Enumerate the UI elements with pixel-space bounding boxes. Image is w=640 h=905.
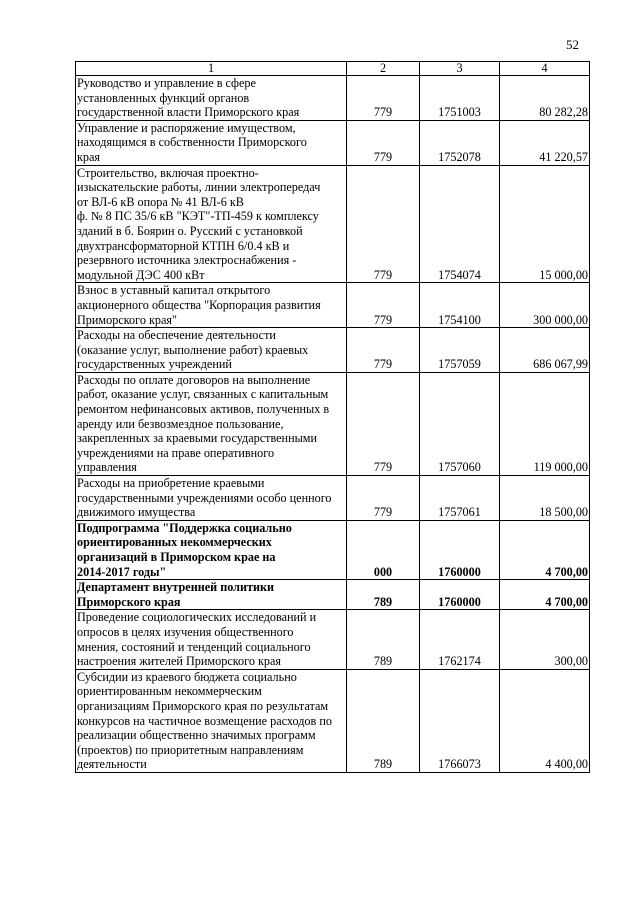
row-name: Руководство и управление в сфере установленных функций органов государственной власти Приморского края	[76, 76, 347, 121]
header-col-3: 3	[420, 62, 500, 76]
page-number: 52	[566, 37, 579, 52]
table-row	[76, 610, 590, 669]
row-code: 779	[347, 283, 420, 328]
table-row	[76, 372, 590, 475]
row-name: Расходы на приобретение краевыми государственными учреждениями особо ценного движимого имущества	[76, 476, 347, 521]
row-code: 779	[347, 476, 420, 521]
row-amount: 119 000,00	[500, 372, 590, 475]
row-code: 000	[347, 520, 420, 579]
row-code: 789	[347, 610, 420, 669]
row-target-code: 1762174	[420, 610, 500, 669]
row-target-code: 1757061	[420, 476, 500, 521]
row-name: Субсидии из краевого бюджета социально ориентированным некоммерческим организациям Приморского края по результатам конкурсов на частичное возмещение расходов по реализации общественно значимых программ (проектов) по приоритетным направлениям деятельности	[76, 669, 347, 772]
row-code: 789	[347, 669, 420, 772]
table-row	[76, 328, 590, 373]
row-amount: 18 500,00	[500, 476, 590, 521]
table-row	[76, 669, 590, 772]
row-amount: 4 700,00	[500, 520, 590, 579]
table-header-row	[76, 62, 590, 76]
table-row	[76, 283, 590, 328]
row-code: 789	[347, 580, 420, 610]
row-name: Расходы на обеспечение деятельности (оказание услуг, выполнение работ) краевых государственных учреждений	[76, 328, 347, 373]
row-name: Расходы по оплате договоров на выполнение работ, оказание услуг, связанных с капитальным ремонтом нефинансовых активов, полученных в аренду или безвозмездное пользование, закрепленных за краевыми государственными учреждениями на праве оперативного управления	[76, 372, 347, 475]
row-name: Взнос в уставный капитал открытого акционерного общества "Корпорация развития Приморского края"	[76, 283, 347, 328]
row-name: Проведение социологических исследований и опросов в целях изучения общественного мнения, состояний и тенденций социального настроения жителей Приморского края	[76, 610, 347, 669]
header-col-4: 4	[500, 62, 590, 76]
row-amount: 15 000,00	[500, 165, 590, 283]
row-target-code: 1752078	[420, 120, 500, 165]
row-target-code: 1760000	[420, 580, 500, 610]
row-name: Управление и распоряжение имуществом, находящимся в собственности Приморского края	[76, 120, 347, 165]
row-target-code: 1757060	[420, 372, 500, 475]
table-row	[76, 165, 590, 283]
table-row	[76, 476, 590, 521]
row-amount: 41 220,57	[500, 120, 590, 165]
row-target-code: 1757059	[420, 328, 500, 373]
row-code: 779	[347, 372, 420, 475]
row-code: 779	[347, 76, 420, 121]
row-code: 779	[347, 120, 420, 165]
row-amount: 4 700,00	[500, 580, 590, 610]
row-target-code: 1751003	[420, 76, 500, 121]
row-target-code: 1754100	[420, 283, 500, 328]
table-row	[76, 76, 590, 121]
header-col-1: 1	[76, 62, 347, 76]
row-code: 779	[347, 165, 420, 283]
header-col-2: 2	[347, 62, 420, 76]
row-name: Департамент внутренней политики Приморского края	[76, 580, 347, 610]
table-row	[76, 580, 590, 610]
table-row	[76, 120, 590, 165]
budget-table	[75, 61, 590, 773]
row-amount: 300 000,00	[500, 283, 590, 328]
row-amount: 686 067,99	[500, 328, 590, 373]
row-amount: 4 400,00	[500, 669, 590, 772]
table-row	[76, 520, 590, 579]
row-target-code: 1754074	[420, 165, 500, 283]
row-target-code: 1760000	[420, 520, 500, 579]
row-amount: 80 282,28	[500, 76, 590, 121]
row-name: Строительство, включая проектно- изыскательские работы, линии электропередач от ВЛ-6 кВ опора № 41 ВЛ-6 кВ ф. № 8 ПС 35/6 кВ "КЭТ"-ТП-459 к комплексу зданий в б. Боярин о. Русский с установкой двухтрансформаторной КТПН 6/0.4 кВ и резервного источника электроснабжения - модульной ДЭС 400 кВт	[76, 165, 347, 283]
row-code: 779	[347, 328, 420, 373]
row-name: Подпрограмма "Поддержка социально ориентированных некоммерческих организаций в Приморском крае на 2014-2017 годы"	[76, 520, 347, 579]
row-target-code: 1766073	[420, 669, 500, 772]
row-amount: 300,00	[500, 610, 590, 669]
